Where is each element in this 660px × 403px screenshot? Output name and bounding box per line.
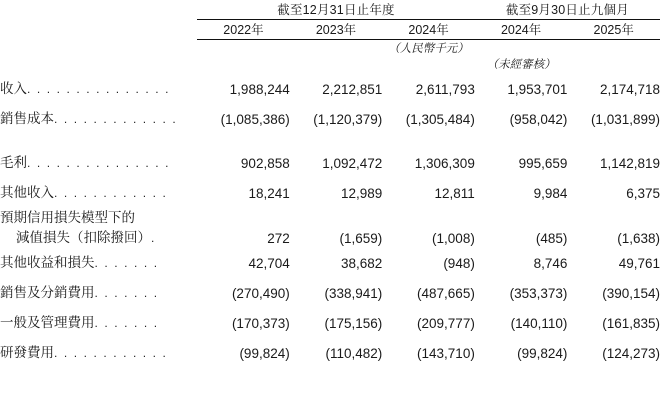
unit-note-blank-4 xyxy=(567,40,660,57)
cell-gross-2022: 902,858 xyxy=(240,156,290,171)
header-group-annual: 截至12月31日止年度 xyxy=(277,3,395,17)
leader-dots: . . . . . . . . . . . . xyxy=(54,186,168,200)
row-label-other-gains-losses: 其他收益和損失. . . . . . . xyxy=(0,255,159,270)
cell-gross-2024-9m: 995,659 xyxy=(518,156,568,171)
cell-admin-2022: (170,373) xyxy=(231,316,290,331)
cell-revenue-2023: 2,212,851 xyxy=(322,82,383,97)
table-row xyxy=(0,102,660,132)
cell-rnd-2022: (99,824) xyxy=(239,346,290,361)
cell-impairment-2023: (1,659) xyxy=(339,231,383,246)
table-row xyxy=(0,276,660,306)
cell-selling-2024: (487,665) xyxy=(417,286,475,301)
cell-cost-2025-9m: (1,031,899) xyxy=(590,112,660,127)
cell-other-gains-2025-9m: 49,761 xyxy=(618,256,660,271)
audit-note-spacer xyxy=(0,56,197,72)
table-row xyxy=(0,146,660,176)
row-label-revenue: 收入. . . . . . . . . . . . . . . xyxy=(0,81,171,96)
cell-admin-2024-9m: (140,110) xyxy=(510,316,568,331)
cell-other-income-2022: 18,241 xyxy=(248,186,290,201)
cell-gross-2025-9m: 1,142,819 xyxy=(599,156,660,171)
row-label-admin-expenses: 一般及管理費用. . . . . . . xyxy=(0,315,159,330)
table-row xyxy=(0,206,660,226)
cell-other-gains-2024: (948) xyxy=(443,256,475,271)
cell-gross-2023: 1,092,472 xyxy=(322,156,383,171)
cell-cost-2024-9m: (958,042) xyxy=(509,112,568,127)
leader-dots: . xyxy=(151,231,156,245)
cell-ecl-heading-2022 xyxy=(197,206,290,226)
cell-other-income-2025-9m: 6,375 xyxy=(626,186,660,201)
header-group-ninemonths: 截至9月30日止九個月 xyxy=(505,3,629,17)
cell-selling-2022: (270,490) xyxy=(231,286,290,301)
header-col-2024-9m: 2024年 xyxy=(500,23,542,37)
leader-dots: . . . . . . . xyxy=(94,286,159,300)
table-row xyxy=(0,176,660,206)
cell-ecl-heading-2024 xyxy=(382,206,475,226)
cell-ecl-heading-2025-9m xyxy=(567,206,660,226)
cell-selling-2024-9m: (353,373) xyxy=(509,286,568,301)
audit-note-blank-2 xyxy=(290,56,383,72)
table-row xyxy=(0,336,660,366)
table-row xyxy=(0,306,660,336)
leader-dots: . . . . . . . xyxy=(94,316,159,330)
table-row xyxy=(0,226,660,246)
header-col-2023: 2023年 xyxy=(315,23,357,37)
unit-note-blank-1 xyxy=(197,40,290,57)
leader-dots: . . . . . . . . . . . . . . . xyxy=(27,156,171,170)
row-label-ecl-heading: 預期信用損失模型下的 xyxy=(0,210,135,225)
cell-other-income-2024: 12,811 xyxy=(434,186,475,201)
cell-other-gains-2022: 42,704 xyxy=(248,256,290,271)
unit-note-spacer xyxy=(0,40,197,57)
header-year-row xyxy=(0,20,660,39)
cell-cost-2024: (1,305,484) xyxy=(405,112,475,127)
row-label-other-income: 其他收入. . . . . . . . . . . . xyxy=(0,185,168,200)
cell-admin-2024: (209,777) xyxy=(417,316,475,331)
unit-note-row xyxy=(0,40,660,57)
audit-note-row xyxy=(0,56,660,72)
cell-rnd-2024-9m: (99,824) xyxy=(517,346,568,361)
cell-other-gains-2024-9m: 8,746 xyxy=(533,256,568,271)
cell-rnd-2023: (110,482) xyxy=(325,346,383,361)
cell-revenue-2022: 1,988,244 xyxy=(229,82,290,97)
audit-note-blank-3 xyxy=(382,56,475,72)
cell-ecl-heading-2024-9m xyxy=(475,206,568,226)
unit-note-blank-2 xyxy=(290,40,383,57)
unit-note-blank-3 xyxy=(475,40,568,57)
leader-dots: . . . . . . . . . . . . . xyxy=(54,112,178,126)
header-group-row xyxy=(0,0,660,18)
audit-note-blank-4 xyxy=(567,56,660,72)
header-col-2024: 2024年 xyxy=(408,23,449,37)
table-row xyxy=(0,72,660,102)
row-label-impairment-loss: 減值損失（扣除撥回）. xyxy=(16,230,156,245)
header-year-corner xyxy=(0,20,197,39)
cell-cost-2022: (1,085,386) xyxy=(220,112,290,127)
cell-selling-2023: (338,941) xyxy=(324,286,383,301)
table-row xyxy=(0,246,660,276)
cell-other-gains-2023: 38,682 xyxy=(340,256,383,271)
leader-dots: . . . . . . . . . . . . . . . xyxy=(27,82,171,96)
row-label-rnd-expenses: 研發費用. . . . . . . . . . . . xyxy=(0,345,168,360)
row-label-gross-profit: 毛利. . . . . . . . . . . . . . . xyxy=(0,155,171,170)
cell-ecl-heading-2023 xyxy=(290,206,383,226)
row-spacer-cell xyxy=(0,132,660,146)
header-col-2022: 2022年 xyxy=(223,23,264,37)
header-col-2025-9m: 2025年 xyxy=(593,23,634,37)
cell-impairment-2025-9m: (1,638) xyxy=(617,231,660,246)
leader-dots: . . . . . . . . . . . . xyxy=(54,346,168,360)
cell-revenue-2024-9m: 1,953,701 xyxy=(507,82,568,97)
cell-impairment-2024: (1,008) xyxy=(432,231,475,246)
cell-revenue-2025-9m: 2,174,718 xyxy=(599,82,660,97)
cell-rnd-2025-9m: (124,273) xyxy=(602,346,660,361)
cell-admin-2023: (175,156) xyxy=(324,316,383,331)
audit-note: （未經審核） xyxy=(486,59,556,71)
cell-other-income-2024-9m: 9,984 xyxy=(533,186,568,201)
cell-other-income-2023: 12,989 xyxy=(340,186,383,201)
cell-cost-2023: (1,120,379) xyxy=(313,112,383,127)
unit-note: （人民幣千元） xyxy=(388,43,469,55)
row-label-selling-distribution: 銷售及分銷費用. . . . . . . xyxy=(0,285,159,300)
row-spacer xyxy=(0,132,660,146)
leader-dots: . . . . . . . xyxy=(94,256,159,270)
cell-revenue-2024: 2,611,793 xyxy=(415,82,475,97)
audit-note-blank-1 xyxy=(197,56,290,72)
header-corner-cell xyxy=(0,0,197,18)
cell-impairment-2022: 272 xyxy=(267,231,290,246)
row-label-cost-of-sales: 銷售成本. . . . . . . . . . . . . xyxy=(0,111,178,126)
cell-selling-2025-9m: (390,154) xyxy=(602,286,660,301)
cell-rnd-2024: (143,710) xyxy=(417,346,475,361)
cell-impairment-2024-9m: (485) xyxy=(535,231,568,246)
cell-admin-2025-9m: (161,835) xyxy=(602,316,660,331)
cell-gross-2024: 1,306,309 xyxy=(414,156,475,171)
